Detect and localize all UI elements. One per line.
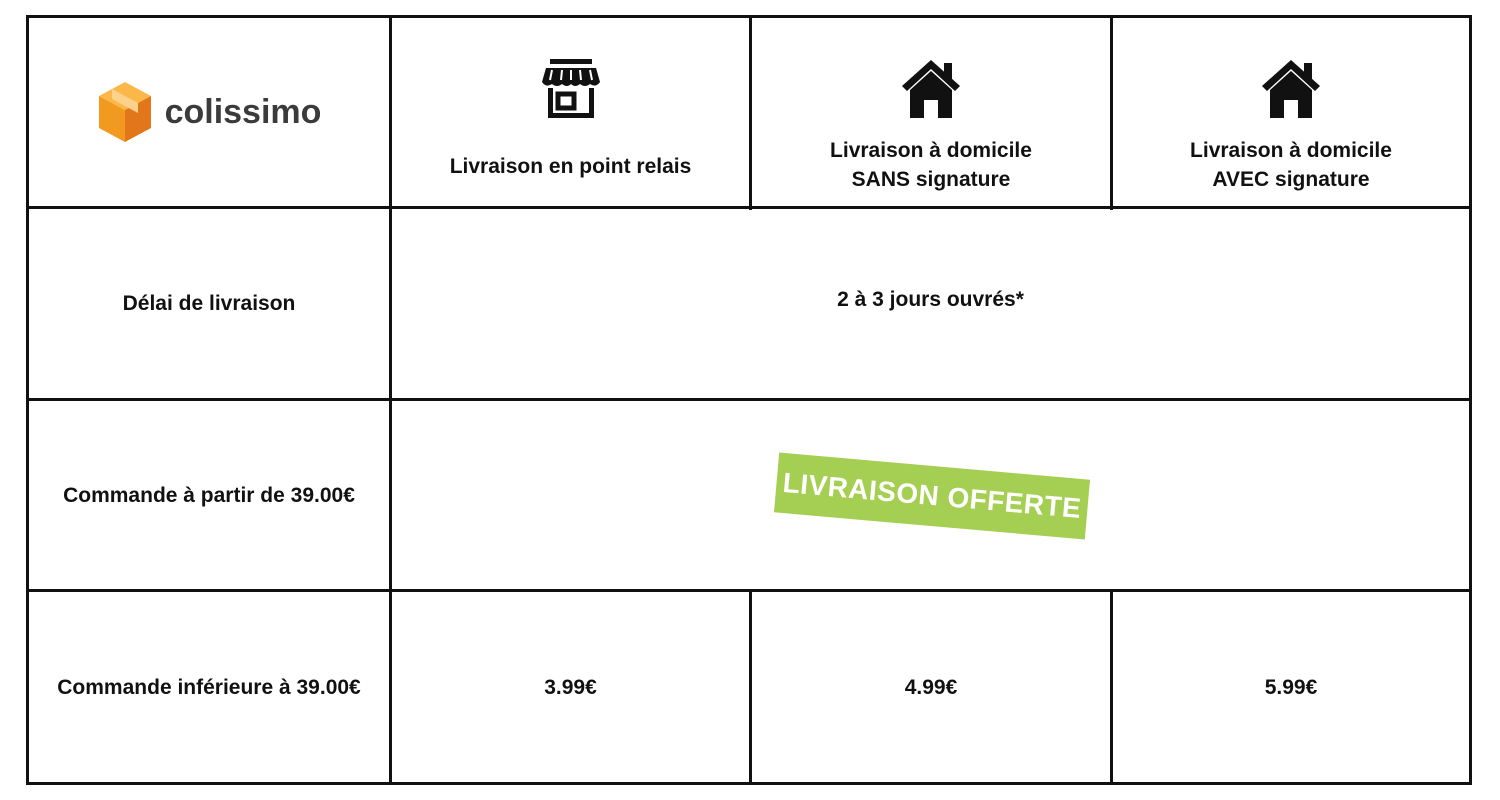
- column-home-no-signature: [752, 18, 1110, 206]
- column-label-line2: AVEC signature: [1212, 168, 1370, 191]
- price-value: 4.99€: [904, 675, 958, 699]
- row-label: Commande à partir de 39.00€: [63, 483, 355, 507]
- row-label: Commande inférieure à 39.00€: [57, 675, 361, 699]
- price-value: 5.99€: [1264, 675, 1318, 699]
- column-home-with-signature: [1113, 18, 1469, 206]
- delay-value: [392, 209, 1469, 389]
- row-label-paid: [29, 592, 389, 782]
- column-relay: [392, 18, 749, 206]
- price-home-with-signature: [1113, 592, 1469, 782]
- column-label-line1: Livraison à domicile: [830, 139, 1032, 162]
- column-label-line1: Livraison à domicile: [1190, 139, 1392, 162]
- price-home-no-signature: [752, 592, 1110, 782]
- column-label-line2: SANS signature: [851, 168, 1011, 191]
- package-box-icon: [97, 80, 153, 144]
- free-shipping-badge: LIVRAISON OFFERTE: [774, 453, 1090, 540]
- row-label-free: [29, 401, 389, 589]
- price-value: 3.99€: [544, 675, 597, 699]
- row-label-delay: [29, 209, 389, 398]
- row-label: Délai de livraison: [122, 292, 296, 315]
- column-label: Livraison en point relais: [449, 155, 692, 178]
- brand-cell: [29, 18, 389, 206]
- store-icon: [538, 56, 604, 122]
- colissimo-logo: [97, 80, 322, 144]
- house-icon: [1258, 56, 1324, 122]
- price-relay: [392, 592, 749, 782]
- house-icon: [898, 56, 964, 122]
- brand-name: colissimo: [164, 92, 322, 131]
- delay-text: 2 à 3 jours ouvrés*: [837, 287, 1024, 311]
